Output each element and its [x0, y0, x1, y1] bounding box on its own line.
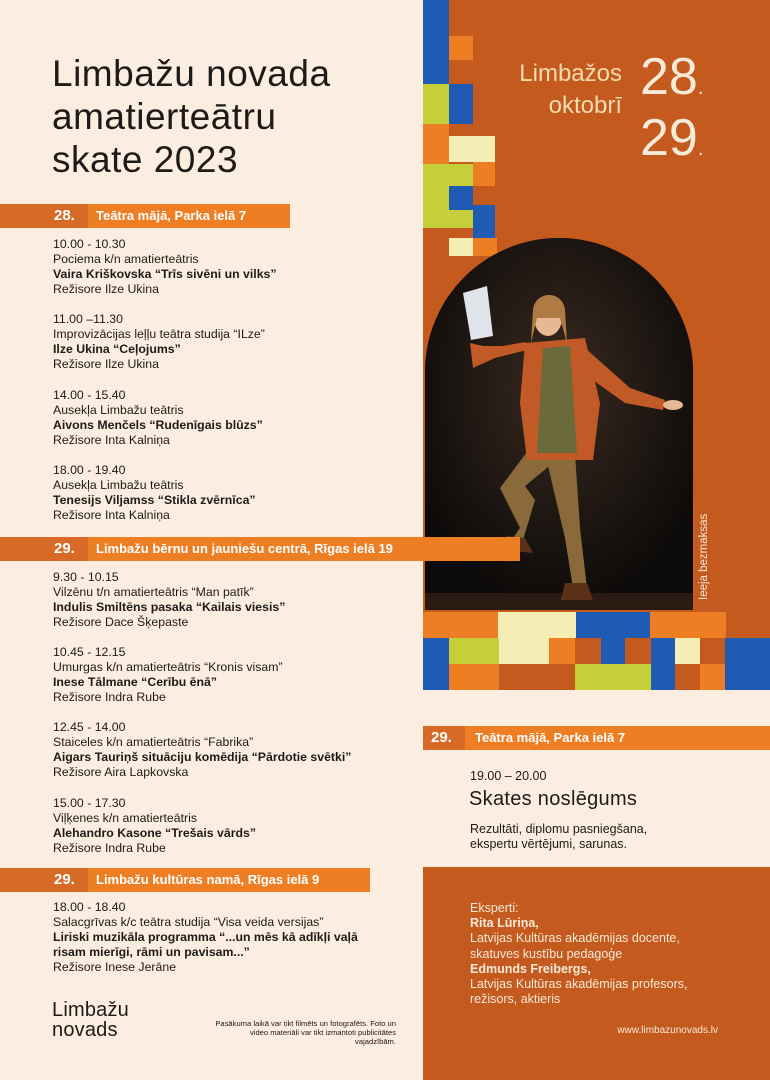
date-28: 28. — [640, 48, 704, 106]
closing-location-box — [465, 726, 770, 750]
day2b-bar — [0, 868, 370, 892]
place-text: Limbažos — [519, 60, 622, 87]
day2b-number: 29. — [54, 871, 75, 888]
event-d1-1: 10.00 - 10.30 Pociema k/n amatierteātris Vaira Kriškovska “Trīs sivēni un vilks” Režisore Ilze Ukina — [53, 237, 277, 296]
closing-time: 19.00 – 20.00 — [470, 769, 547, 783]
day1-location: Teātra mājā, Parka ielā 7 — [96, 208, 247, 223]
event-d1-3: 14.00 - 15.40 Ausekļa Limbažu teātris Aivons Menčels “Rudenīgais blūzs” Režisore Inta Kalniņa — [53, 388, 263, 447]
title-line-2: amatierteātru — [52, 96, 277, 137]
day1-number: 28. — [54, 207, 75, 224]
place-month — [519, 58, 622, 122]
festival-dates — [640, 48, 704, 174]
title-line-3: skate 2023 — [52, 139, 239, 180]
closing-bar — [423, 726, 770, 750]
expert-name: Edmunds Freibergs, — [470, 961, 591, 976]
event-d1-4: 18.00 - 19.40 Ausekļa Limbažu teātris Tenesijs Viljamss “Stikla zvērnīca” Režisore Inta Kalniņa — [53, 463, 256, 522]
day2a-location: Limbažu bērnu un jauniešu centrā, Rīgas ielā 19 — [96, 541, 393, 556]
day2b-location: Limbažu kultūras namā, Rīgas ielā 9 — [96, 872, 320, 887]
expert-name: Rita Lūriņa, — [470, 916, 539, 931]
day2a-bar — [0, 537, 520, 561]
limbazu-logo: Limbažu novads — [52, 999, 129, 1041]
day1-location-box — [88, 204, 290, 228]
page-title — [52, 52, 331, 181]
day2a-number: 29. — [54, 540, 75, 557]
day1-bar — [0, 204, 290, 228]
experts-list: Eksperti: Rita Lūriņa, Latvijas Kultūras akadēmijas docente, skatuves kustību pedagoģe Edmunds Freibergs, Latvijas Kultūras akadēmijas profesors, režisors, aktieris — [470, 901, 688, 1007]
event-d2-2: 10.45 - 12.15 Umurgas k/n amatierteātris “Kronis visam” Inese Tālmane “Cerību ēnā” Režisore Indra Rube — [53, 645, 283, 704]
event-d1-2: 11.00 –11.30 Improvizācijas leļļu teātra studija “ILze” Ilze Ukina “Ceļojums” Režisore Ilze Ukina — [53, 312, 265, 371]
closing-location: Teātra mājā, Parka ielā 7 — [475, 730, 626, 745]
closing-description: Rezultāti, diplomu pasniegšana, ekspertu vērtējumi, sarunas. — [470, 822, 648, 851]
footer-note: Pasākuma laikā var tikt filmēts un fotografēts. Foto un video materiāli var tikt izmantoti publicitātes vajadzībām. — [215, 1019, 396, 1046]
month-text: oktobrī — [548, 92, 622, 119]
website-link[interactable]: www.limbazunovads.lv — [617, 1025, 718, 1036]
event-d2-1: 9.30 - 10.15 Vilzēnu t/n amatierteātris “Man patīk” Indulis Smiltēns pasaka “Kailais viesis” Režisore Dace Šķepaste — [53, 570, 286, 629]
title-line-1: Limbažu novada — [52, 53, 331, 94]
entry-note: Ieeja bezmaksas — [698, 513, 710, 600]
day2a-location-box — [88, 537, 520, 561]
experts-label: Eksperti: — [470, 901, 519, 915]
event-d2-5: 18.00 - 18.40 Salacgrīvas k/c teātra studija “Visa veida versijas” Liriski muzikāla programma “...un mēs kā adīkļi vaļā risam mierīgi, rāmi un pavisam...” Režisore Inese Jerāne — [53, 900, 358, 974]
event-d2-3: 12.45 - 14.00 Staiceles k/n amatierteātris “Fabrika” Aigars Tauriņš situāciju komēdija “Pārdotie svētki” Režisore Aira Lapkovska — [53, 720, 352, 779]
date-29: 29. — [640, 109, 704, 167]
day2b-location-box — [88, 868, 370, 892]
closing-day-number: 29. — [431, 729, 452, 746]
event-d2-4: 15.00 - 17.30 Viļķenes k/n amatierteātris Alehandro Kasone “Trešais vārds” Režisore Indra Rube — [53, 796, 256, 855]
closing-title: Skates noslēgums — [469, 788, 638, 810]
